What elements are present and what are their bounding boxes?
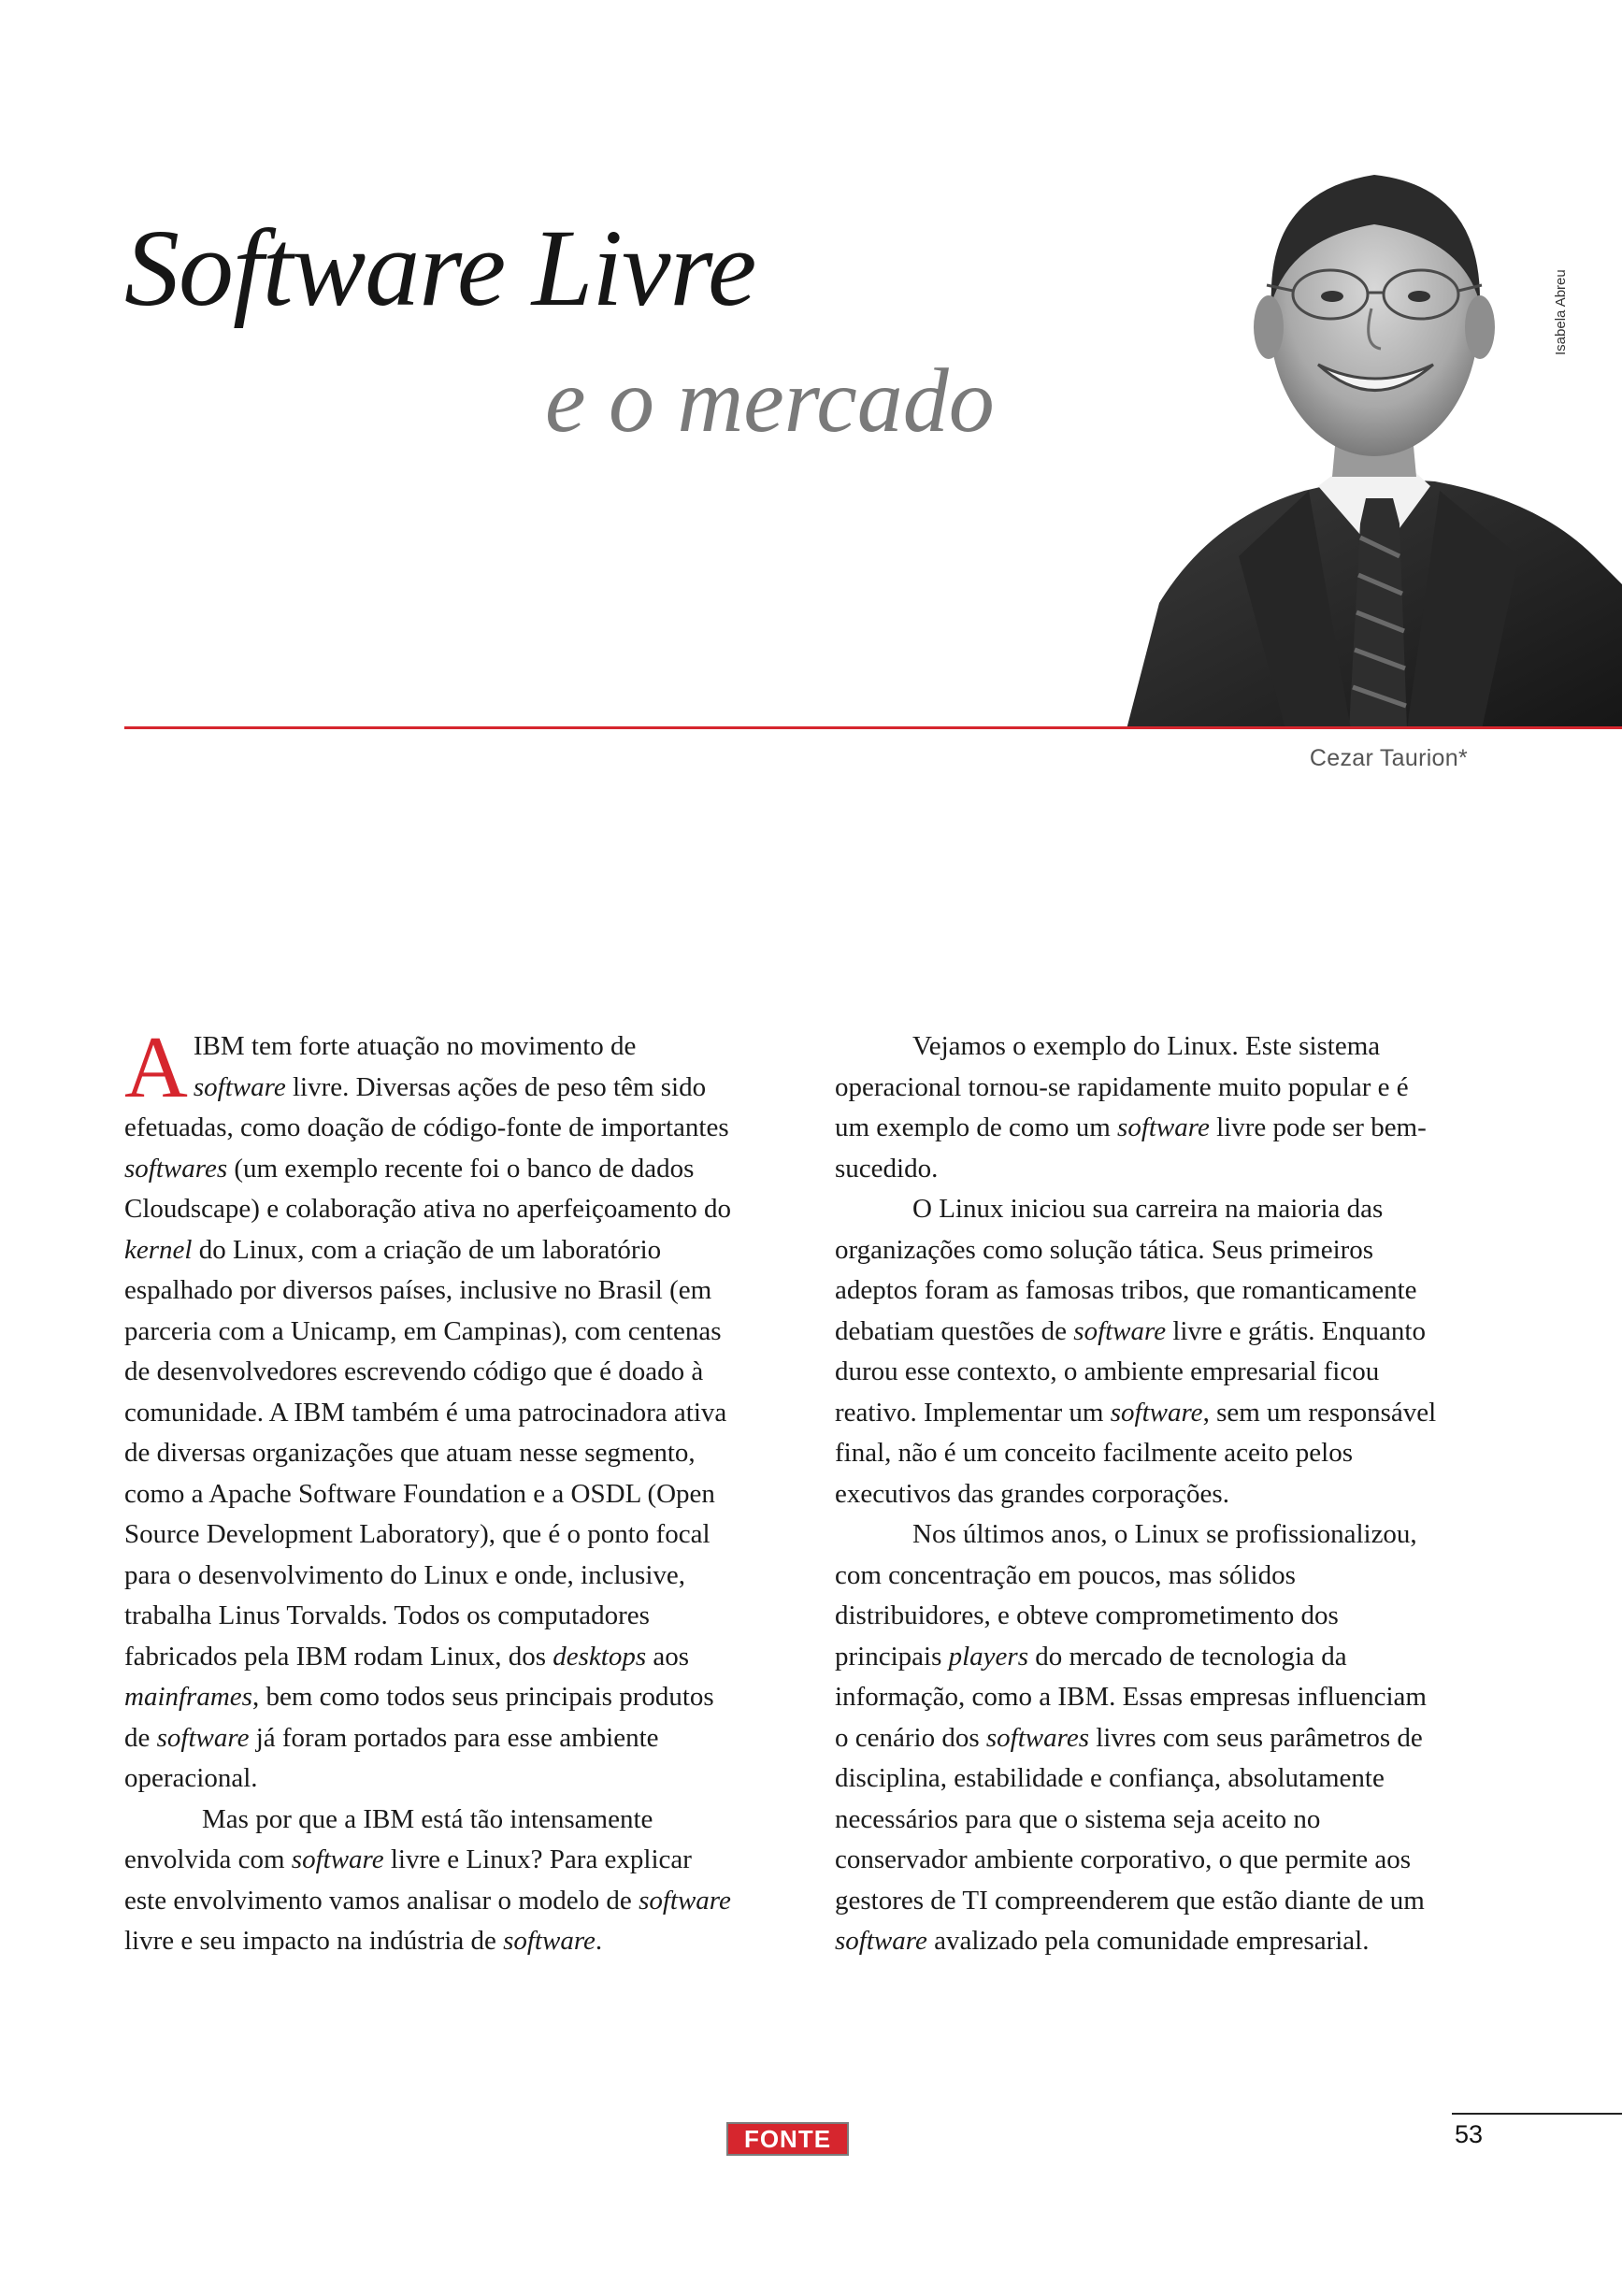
- italic-term: software: [835, 1926, 927, 1956]
- drop-cap: A: [124, 1019, 188, 1116]
- italic-term: software: [193, 1071, 286, 1102]
- italic-term: software: [1073, 1315, 1167, 1346]
- italic-term: kernel: [124, 1234, 193, 1265]
- paragraph: IBM tem forte atuação no movimento de software livre. Diversas ações de peso têm sido efetuadas, como doação de código-fonte de importantes softwares (um exemplo recente foi o banco de dados Cloudscape) e colaboração ativa no aperfeiçoamento do kernel do Linux, com a criação de um laboratório espalhado por diversos países, inclusive no Brasil (em parceria com a Unicamp, em Campinas), com centenas de desenvolvedores escrevendo código que é doado à comunidade. A IBM também é uma patrocinadora ativa de diversas organizações que atuam nesse segmento, como a Apache Software Foundation e a OSDL (Open Source Development Laboratory), que é o ponto focal para o desenvolvimento do Linux e onde, inclusive, trabalha Linus Torvalds. Todos os computadores fabricados pela IBM rodam Linux, dos desktops aos mainframes, bem como todos seus principais produtos de software já foram portados para esse ambiente operacional.: [124, 1031, 731, 1793]
- italic-term: software: [291, 1844, 384, 1874]
- italic-term: softwares: [985, 1722, 1089, 1753]
- article-subtitle: e o mercado: [545, 351, 995, 452]
- paragraph: Nos últimos anos, o Linux se profissionalizou, com concentração em poucos, mas sólidos distribuidores, e obteve comprometimento dos principais players do mercado de tecnologia da informação, como a IBM. Essas empresas influenciam o cenário dos softwares livres com seus parâmetros de disciplina, estabilidade e confiança, absolutamente necessários para que o sistema seja aceito no conservador ambiente corporativo, o que permite aos gestores de TI compreenderem que estão diante de um software avalizado pela comunidade empresarial.: [835, 1519, 1427, 1956]
- article-title: Software Livre: [124, 207, 756, 329]
- italic-term: software: [1117, 1112, 1210, 1142]
- author-byline: Cezar Taurion*: [1309, 745, 1468, 771]
- article-column-right: [835, 1026, 1444, 1962]
- article-column-left: [124, 1019, 732, 1962]
- fonte-logo: [726, 2122, 849, 2156]
- portrait-photo-icon: [1127, 117, 1622, 729]
- page-number: 53: [1455, 2120, 1484, 2148]
- page-number-rule: [1452, 2113, 1622, 2115]
- italic-term: mainframes: [124, 1682, 252, 1712]
- fonte-logo-text: FONTE: [728, 2124, 847, 2154]
- paragraph: Vejamos o exemplo do Linux. Este sistema operacional tornou-se rapidamente muito popular e é um exemplo de como um software livre pode ser bem-sucedido.: [835, 1031, 1427, 1184]
- italic-term: software: [639, 1885, 731, 1916]
- author-portrait: [1127, 117, 1622, 729]
- italic-term: software: [156, 1722, 250, 1753]
- header-divider: [124, 726, 1622, 729]
- paragraph: O Linux iniciou sua carreira na maioria das organizações como solução tática. Seus primeiros adeptos foram as famosas tribos, que romanticamente debatiam questões de software livre e grátis. Enquanto durou esse contexto, o ambiente empresarial ficou reativo. Implementar um software, sem um responsável final, não é um conceito facilmente aceito pelos executivos das grandes corporações.: [835, 1194, 1437, 1509]
- paragraph: Mas por que a IBM está tão intensamente envolvida com software livre e Linux? Para explicar este envolvimento vamos analisar o modelo de software livre e seu impacto na indústria de software.: [124, 1803, 731, 1956]
- italic-term: desktops: [553, 1641, 647, 1672]
- italic-term: software: [503, 1926, 596, 1956]
- italic-term: players: [948, 1641, 1028, 1672]
- italic-term: softwares: [124, 1153, 228, 1184]
- photo-credit: Isabela Abreu: [1553, 269, 1569, 355]
- italic-term: software: [1110, 1397, 1203, 1428]
